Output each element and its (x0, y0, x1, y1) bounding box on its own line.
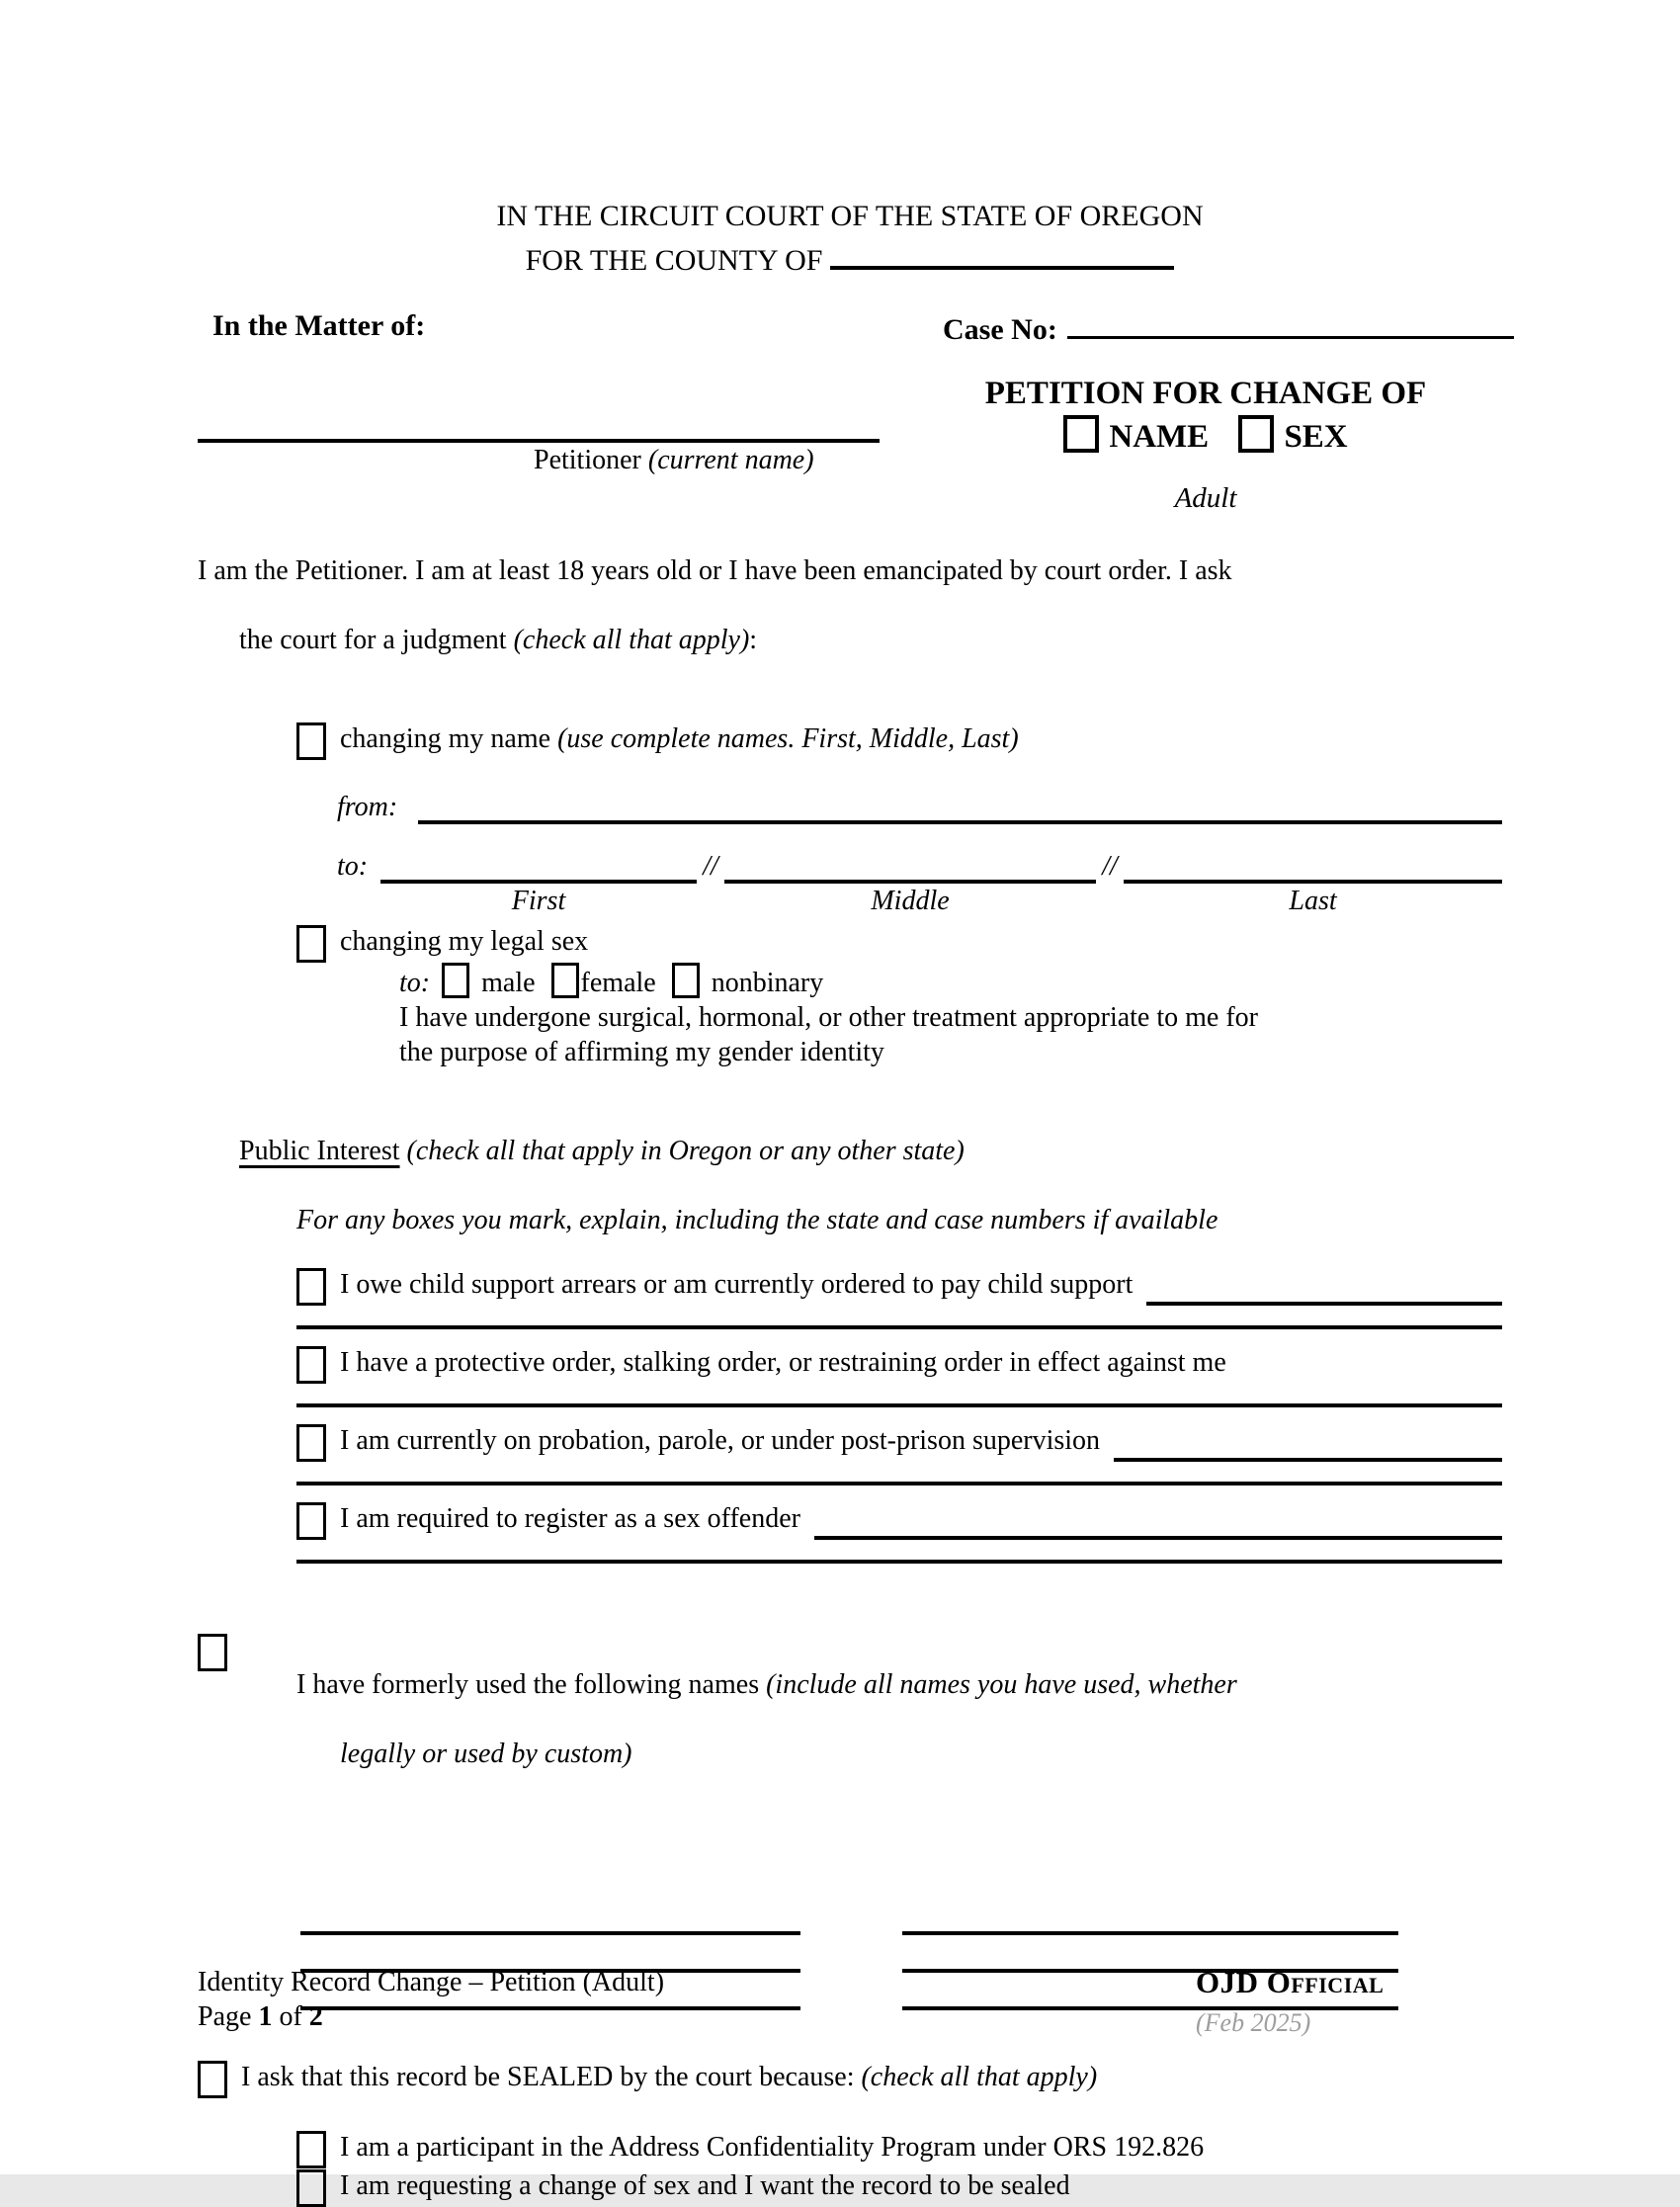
public-interest-title: Public Interest (239, 1136, 400, 1166)
sex-offender-explanation-inline-line[interactable] (814, 1507, 1502, 1540)
footer-right (1196, 1965, 1384, 2040)
female-checkbox[interactable] (551, 963, 579, 998)
former-names-label (241, 1633, 1237, 1840)
petitioner-caption (198, 443, 880, 477)
nonbinary-label: nonbinary (711, 968, 824, 998)
sex-option (1238, 419, 1347, 455)
court-header-line1: IN THE CIRCUIT COURT OF THE STATE OF OREGON (496, 200, 1204, 232)
sex-offender-explanation-line[interactable] (296, 1560, 1502, 1564)
sex-options-row (399, 963, 1502, 1000)
intro-line2-regular: the court for a judgment (239, 625, 514, 655)
name-option-label: NAME (1109, 419, 1210, 455)
petitioner-block (198, 395, 880, 477)
page-indicator (198, 1999, 664, 2034)
intro-line1: I am the Petitioner. I am at least 18 years old or I have been emancipated by court order. I ask (198, 555, 1232, 586)
sex-offender-checkbox[interactable] (296, 1502, 326, 1540)
male-checkbox[interactable] (442, 963, 469, 998)
name-change-label-italic: (use complete names. First, Middle, Last) (557, 723, 1019, 754)
of-word: of (272, 2001, 309, 2032)
petitioner-name-field-line[interactable] (198, 395, 880, 443)
case-no-row (943, 308, 1514, 347)
child-support-explanation-inline-line[interactable] (1146, 1273, 1502, 1306)
child-support-explanation-line[interactable] (296, 1325, 1502, 1329)
case-no-label: Case No: (943, 313, 1057, 346)
former-names-label-italic-line2: legally or used by custom) (340, 1739, 632, 1769)
in-the-matter-of-label: In the Matter of: (212, 309, 426, 342)
acp-item (296, 2130, 1502, 2168)
name-from-row (337, 790, 1502, 824)
title-options-row (909, 415, 1502, 459)
sex-change-checkbox[interactable] (296, 925, 326, 963)
female-label: female (580, 968, 656, 998)
public-interest-instruction: For any boxes you mark, explain, including the state and case numbers if available (296, 1205, 1218, 1235)
subtitle-adult: Adult (1174, 482, 1237, 514)
new-last-name-field-line[interactable] (1124, 851, 1502, 884)
case-no-field-line[interactable] (1067, 308, 1514, 339)
court-header-line2 (198, 236, 1502, 281)
revision-date: (Feb 2025) (1196, 2008, 1311, 2037)
footer-left (198, 1965, 664, 2034)
new-first-name-field-line[interactable] (380, 851, 697, 884)
sealed-label-regular: I ask that this record be SEALED by the court because: (241, 2062, 862, 2092)
former-names-item (198, 1633, 1502, 1840)
petitioner-label: Petitioner (534, 445, 648, 475)
sex-option-checkbox[interactable] (1238, 415, 1274, 453)
public-interest-heading (198, 1099, 1502, 1203)
name-change-label (340, 722, 1019, 756)
name-change-item (296, 722, 1502, 760)
former-full-name-field-line[interactable] (418, 792, 1502, 824)
sealed-sex-change-item (296, 2168, 1502, 2207)
probation-explanation-inline-line[interactable] (1114, 1429, 1502, 1462)
intro-line2-colon: : (749, 625, 758, 655)
probation-label: I am currently on probation, parole, or under post-prison supervision (340, 1425, 1101, 1456)
child-support-label: I owe child support arrears or am currently ordered to pay child support (340, 1269, 1134, 1300)
name-option (1063, 419, 1209, 455)
name-separator-2: // (1102, 851, 1118, 882)
petitioner-current-name-label: (current name) (647, 445, 814, 475)
name-change-label-regular: changing my name (340, 723, 558, 754)
former-names-label-italic: (include all names you have used, whether (766, 1669, 1237, 1700)
sex-offender-item (296, 1501, 1502, 1540)
former-names-grid-row (198, 1898, 1502, 1935)
probation-explanation-line[interactable] (296, 1482, 1502, 1485)
page-number: 1 (258, 2001, 273, 2032)
new-middle-name-field-line[interactable] (724, 851, 1096, 884)
name-option-checkbox[interactable] (1063, 415, 1099, 453)
form-name: Identity Record Change – Petition (Adult) (198, 1967, 665, 1997)
sealed-sex-change-label: I am requesting a change of sex and I want the record to be sealed (340, 2170, 1070, 2201)
probation-checkbox[interactable] (296, 1424, 326, 1462)
sealed-label (241, 2060, 1097, 2094)
intro-line2 (198, 588, 1502, 692)
county-field-line[interactable] (830, 236, 1174, 270)
protective-order-explanation-line[interactable] (296, 1403, 1502, 1407)
child-support-checkbox[interactable] (296, 1268, 326, 1306)
to-label: to: (337, 851, 369, 882)
treatment-statement-line1: I have undergone surgical, hormonal, or other treatment appropriate to me for (399, 1002, 1258, 1033)
male-label: male (481, 968, 536, 998)
sex-offender-label: I am required to register as a sex offender (340, 1503, 800, 1534)
former-name-field-line[interactable] (902, 1898, 1398, 1935)
document-title-block (909, 372, 1502, 520)
former-name-field-line[interactable] (300, 1898, 800, 1935)
acp-label: I am a participant in the Address Confidentiality Program under ORS 192.826 (340, 2132, 1205, 2163)
from-label: from: (337, 792, 405, 822)
first-column-label: First (511, 886, 566, 916)
sex-change-label: changing my legal sex (340, 926, 589, 957)
page-total: 2 (308, 2001, 323, 2032)
nonbinary-checkbox[interactable] (672, 963, 700, 998)
protective-order-label: I have a protective order, stalking order, or restraining order in effect against me (340, 1347, 1226, 1378)
protective-order-checkbox[interactable] (296, 1346, 326, 1384)
last-column-label: Last (1289, 886, 1337, 916)
name-column-labels (337, 884, 1502, 918)
acp-checkbox[interactable] (296, 2131, 326, 2168)
sealed-item (198, 2060, 1502, 2098)
court-header (198, 196, 1502, 281)
form-body (198, 553, 1502, 2207)
page-word: Page (198, 2001, 259, 2032)
former-names-checkbox[interactable] (198, 1634, 227, 1671)
name-separator-1: // (703, 851, 718, 882)
sealed-checkbox[interactable] (198, 2061, 227, 2098)
sealed-sex-change-checkbox[interactable] (296, 2169, 326, 2207)
middle-column-label: Middle (871, 886, 950, 916)
sex-to-label: to: (399, 968, 431, 998)
sex-option-label: SEX (1284, 419, 1348, 455)
intro-line2-italic: (check all that apply) (513, 625, 750, 655)
treatment-statement-line2: the purpose of affirming my gender identity (399, 1037, 884, 1067)
name-to-row (337, 849, 1502, 884)
sex-change-item (296, 924, 1502, 963)
ojd-official-label: OJD Official (1196, 1965, 1385, 1999)
title-line1: PETITION FOR CHANGE OF (984, 376, 1427, 411)
name-change-checkbox[interactable] (296, 722, 326, 760)
county-of-label: FOR THE COUNTY OF (525, 244, 823, 277)
public-interest-title-italic: (check all that apply in Oregon or any other state) (399, 1136, 965, 1166)
former-names-label-regular: I have formerly used the following names (296, 1669, 767, 1700)
child-support-item (296, 1267, 1502, 1306)
protective-order-item (296, 1345, 1502, 1384)
probation-item (296, 1423, 1502, 1462)
sealed-label-italic: (check all that apply) (861, 2062, 1098, 2092)
